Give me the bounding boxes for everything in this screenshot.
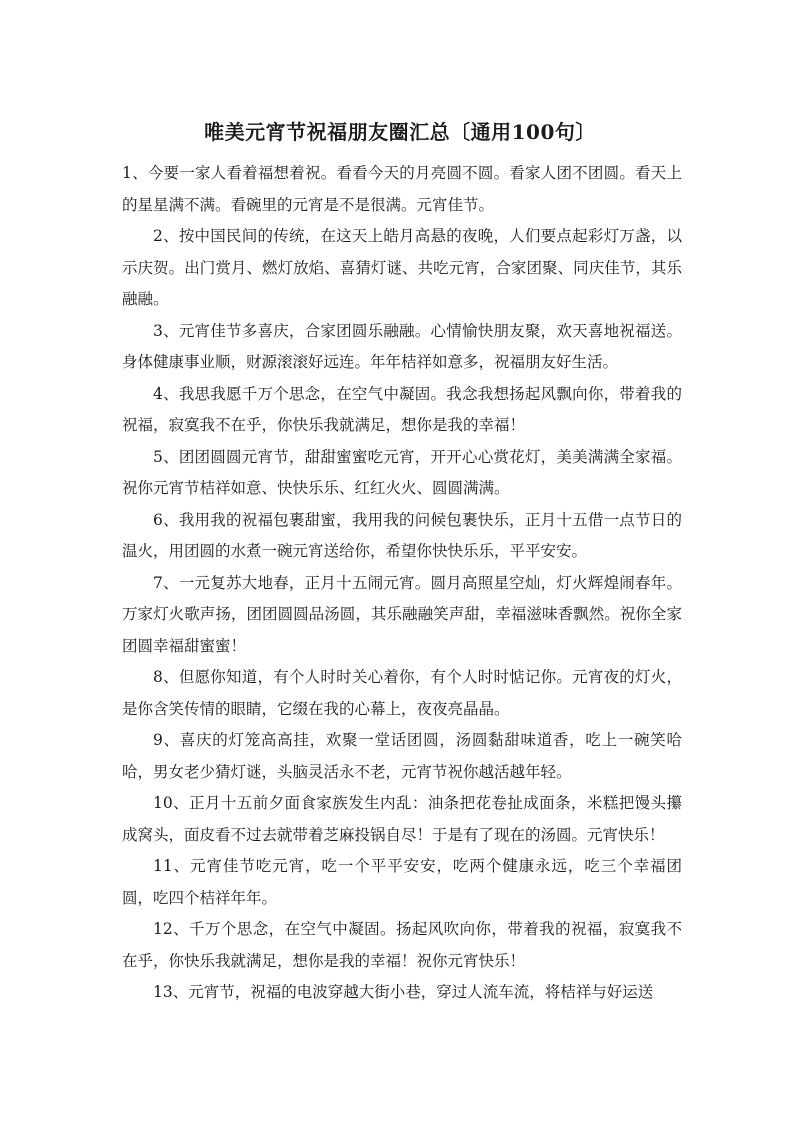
paragraph-11: 11、元宵佳节吃元宵，吃一个平平安安，吃两个健康永远，吃三个幸福团圆，吃四个桔祥年年。 — [122, 857, 682, 907]
paragraph-7: 7、一元复苏大地春，正月十五闹元宵。圆月高照星空灿，灯火辉煌闹春年。万家灯火歌声扬，团团圆圆品汤圆，其乐融融笑声甜，幸福滋味香飘然。祝你全家团圆幸福甜蜜蜜！ — [122, 573, 682, 655]
paragraph-8: 8、但愿你知道，有个人时时关心着你，有个人时时惦记你。元宵夜的灯火，是你含笑传情的眼睛，它缀在我的心幕上，夜夜亮晶晶。 — [122, 668, 682, 718]
paragraph-3: 3、元宵佳节多喜庆，合家团圆乐融融。心情愉快朋友聚，欢天喜地祝福送。身体健康事业顺，财源滚滚好远连。年年桔祥如意多，祝福朋友好生活。 — [122, 321, 682, 371]
paragraph-4: 4、我思我愿千万个思念，在空气中凝固。我念我想扬起风飘向你，带着我的祝福，寂寞我不在乎，你快乐我就满足，想你是我的幸福！ — [122, 384, 682, 434]
paragraph-10: 10、正月十五前夕面食家族发生内乱：油条把花卷扯成面条，米糕把馒头攥成窝头，面皮看不过去就带着芝麻投锅自尽！于是有了现在的汤圆。元宵快乐！ — [122, 794, 682, 844]
paragraph-13: 13、元宵节，祝福的电波穿越大街小巷，穿过人流车流，将桔祥与好运送 — [153, 983, 654, 1001]
document-body — [122, 158, 682, 1009]
document-title: 唯美元宵节祝福朋友圈汇总〔通用100句〕 — [204, 120, 596, 144]
paragraph-6: 6、我用我的祝福包裹甜蜜，我用我的问候包裹快乐，正月十五借一点节日的温火，用团圆的水煮一碗元宵送给你，希望你快快乐乐，平平安安。 — [122, 510, 682, 560]
paragraph-5: 5、团团圆圆元宵节，甜甜蜜蜜吃元宵，开开心心赏花灯，美美满满全家福。祝你元宵节桔祥如意、快快乐乐、红红火火、圆圆满满。 — [122, 447, 682, 497]
paragraph-1: 1、今要一家人看着福想着祝。看看今天的月亮圆不圆。看家人团不团圆。看天上的星星满不满。看碗里的元宵是不是很满。元宵佳节。 — [122, 164, 682, 214]
paragraph-2: 2、按中国民间的传统，在这天上皓月高悬的夜晚，人们要点起彩灯万盏，以示庆贺。出门赏月、燃灯放焰、喜猜灯谜、共吃元宵，合家团聚、同庆佳节，其乐融融。 — [122, 227, 682, 308]
paragraph-12: 12、千万个思念，在空气中凝固。扬起风吹向你，带着我的祝福，寂寞我不在乎，你快乐我就满足，想你是我的幸福！祝你元宵快乐！ — [122, 920, 682, 970]
paragraph-9: 9、喜庆的灯笼高高挂，欢聚一堂话团圆，汤圆黏甜味道香，吃上一碗笑哈哈，男女老少猜灯谜，头脑灵活永不老，元宵节祝你越活越年轻。 — [122, 731, 682, 781]
